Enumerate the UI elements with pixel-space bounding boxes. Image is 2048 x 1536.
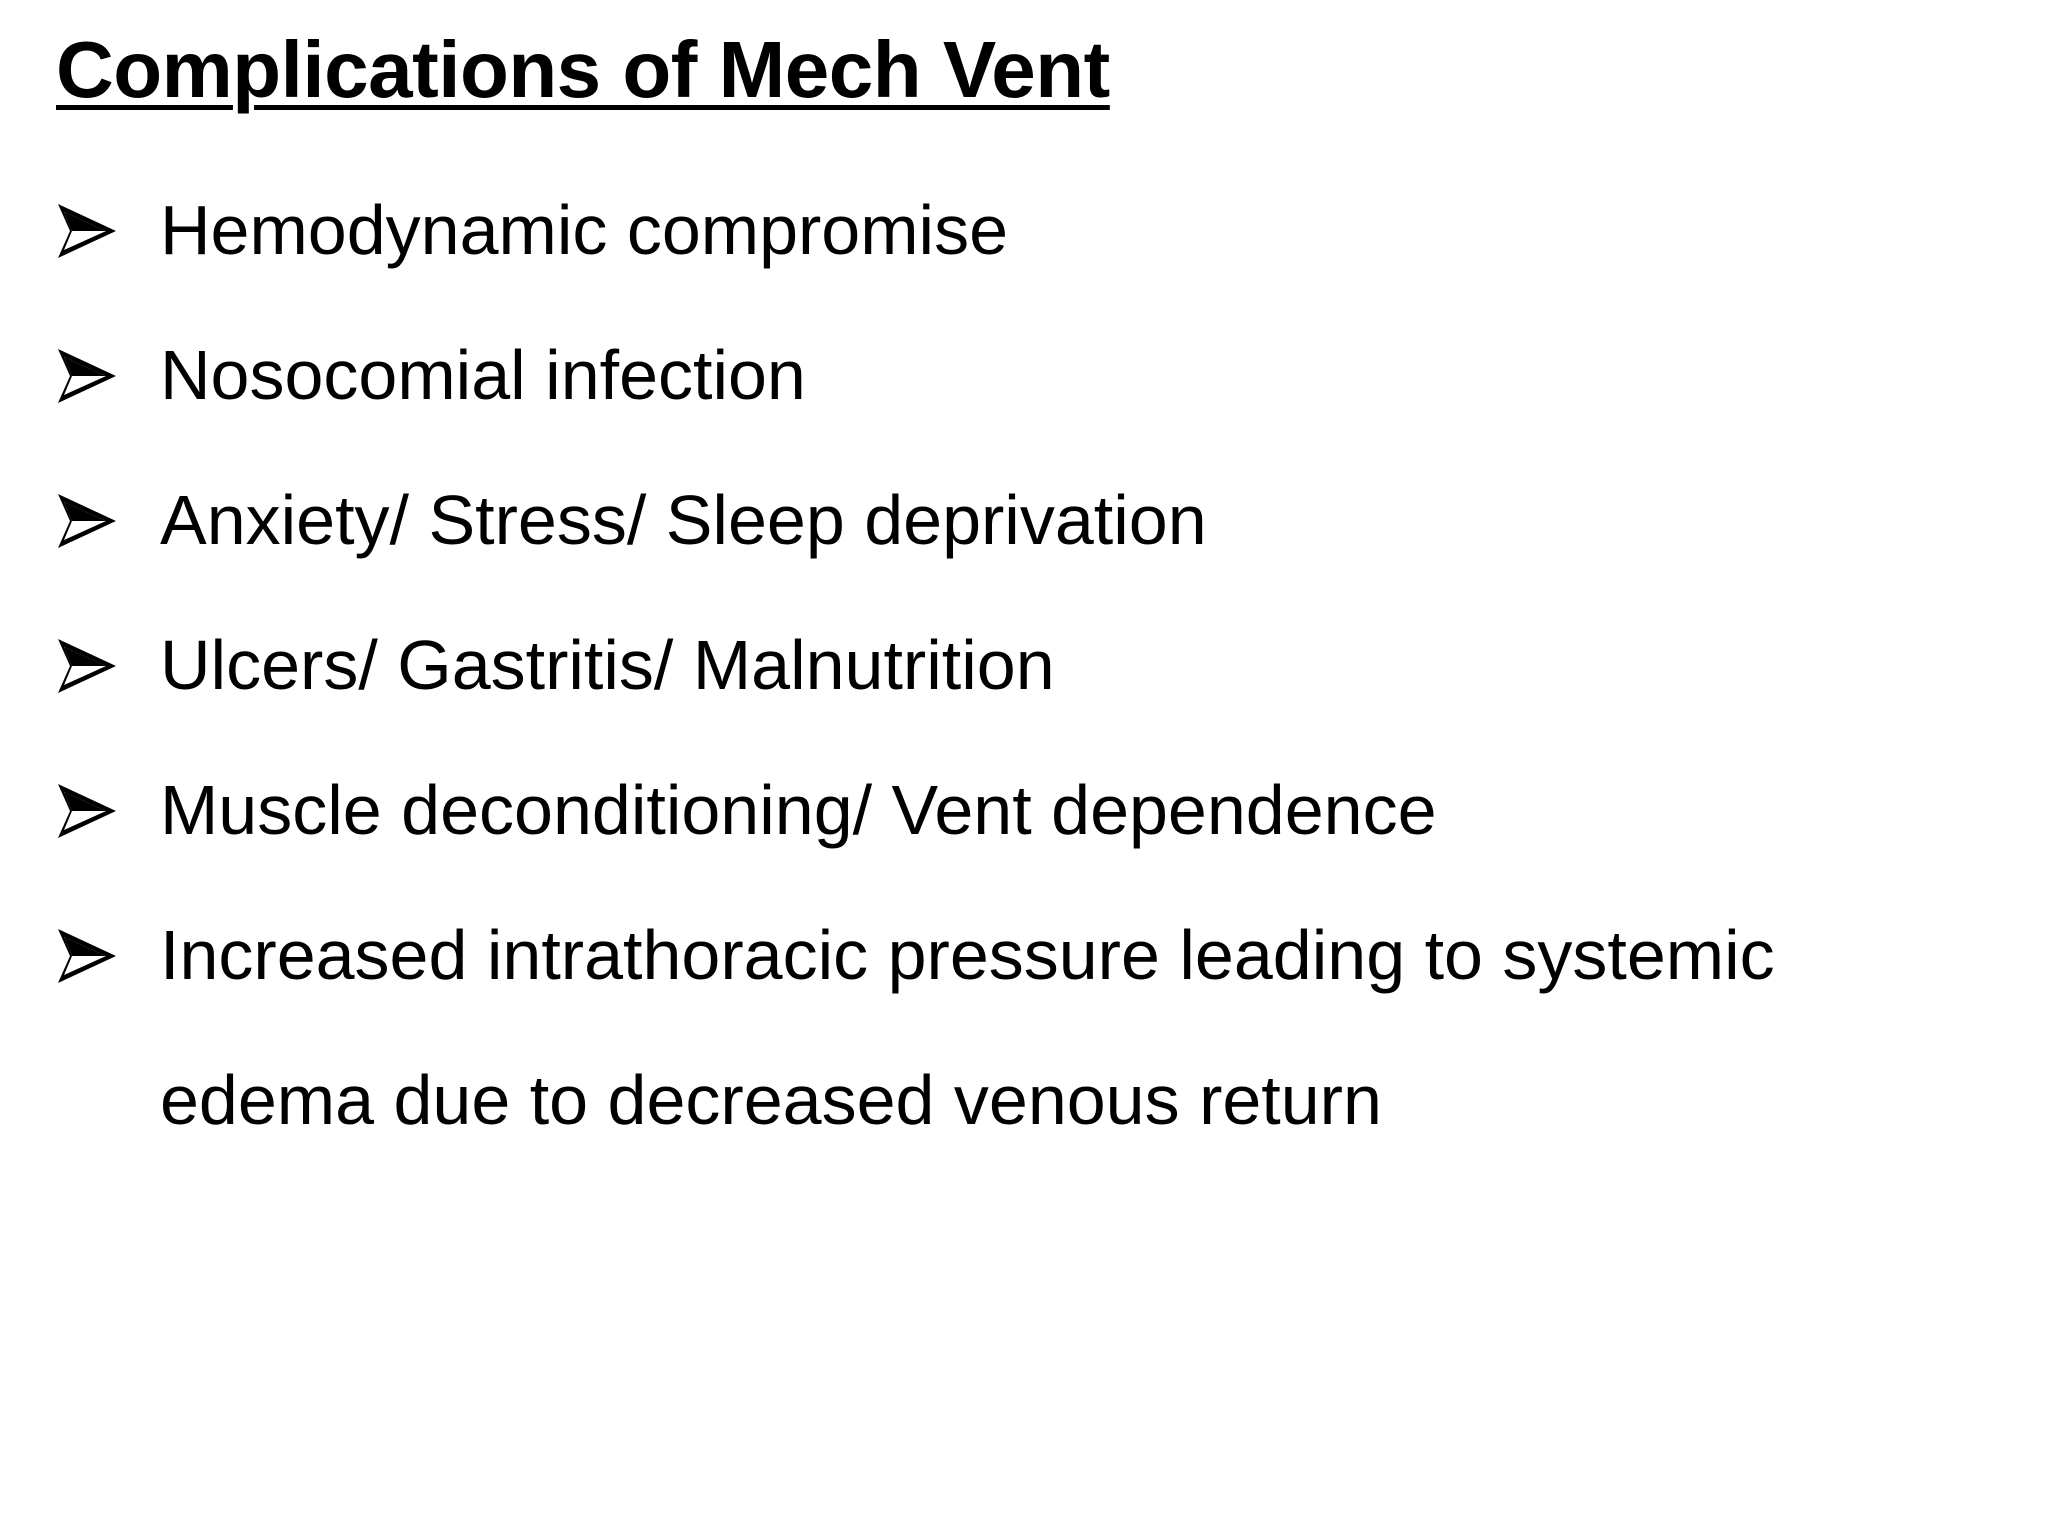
list-item xyxy=(56,448,1996,593)
bullet-text: Hemodynamic compromise xyxy=(160,191,1009,269)
arrow-bullet-icon xyxy=(56,637,118,695)
list-item xyxy=(56,738,1996,883)
slide-title: Complications of Mech Vent xyxy=(56,25,1110,114)
arrow-bullet-icon xyxy=(56,927,118,985)
bullet-text: Muscle deconditioning/ Vent dependence xyxy=(160,771,1437,849)
bullet-text: Anxiety/ Stress/ Sleep deprivation xyxy=(160,481,1207,559)
bullet-text: Nosocomial infection xyxy=(160,336,806,414)
bullet-text: Ulcers/ Gastritis/ Malnutrition xyxy=(160,626,1055,704)
arrow-bullet-icon xyxy=(56,492,118,550)
bullet-text: Increased intrathoracic pressure leading to systemic edema due to decreased venous return xyxy=(160,916,1775,1139)
arrow-bullet-icon xyxy=(56,347,118,405)
list-item xyxy=(56,883,1996,1173)
list-item xyxy=(56,593,1996,738)
list-item xyxy=(56,158,1996,303)
arrow-bullet-icon xyxy=(56,782,118,840)
bullet-list xyxy=(56,158,1996,1173)
arrow-bullet-icon xyxy=(56,202,118,260)
list-item xyxy=(56,303,1996,448)
